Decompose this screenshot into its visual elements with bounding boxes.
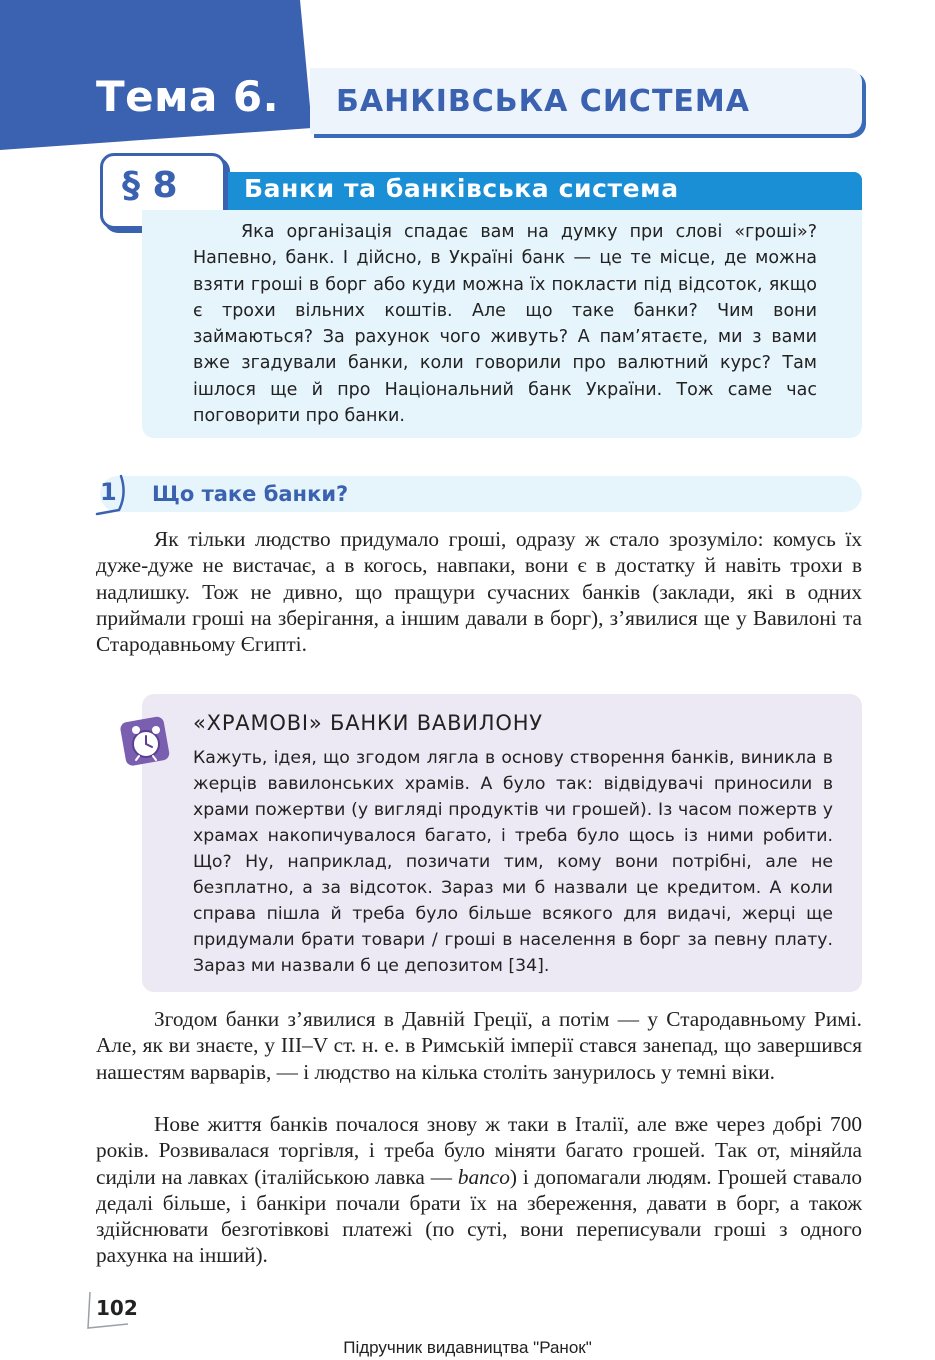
intro-text: Яка організація спадає вам на думку при слові «гроші»? Напевно, банк. І дійсно, в Україні банк — це те місце, де можна взяти гроші в борг або куди можна їх покласти під відсоток, якщо є трохи вільних коштів. Але що таке банки? Чим вони займаються? За рахунок чого живуть? А пам’ятаєте, ми з вами вже згадували банки, коли говорили про валютний курс? Там ішлося ще й про Національний банк України. Тож саме час поговорити про банки. [193,222,817,427]
subsection-number: 1 [100,478,117,506]
section-title: Банки та банківська система [244,174,679,203]
section-number: § 8 [122,165,178,206]
alarm-clock-icon [120,716,172,768]
italic-term: banco [457,1164,510,1189]
body-paragraph-3 [96,1111,862,1269]
body-paragraph-1: Як тільки людство придумало гроші, одразу ж стало зрозуміло: комусь їх дуже-дуже не вистачає, а в когось, навпаки, вони є в достатку й навіть трохи в надлишку. Тож не дивно, що пращури сучасних банків (заклади, які в одних приймали гроші на зберігання, а іншим давали в борг), з’явилися ще у Вавилоні та Стародавньому Єгипті. [96,527,862,657]
topic-title: БАНКІВСЬКА СИСТЕМА [336,84,750,119]
callout-title: «ХРАМОВІ» БАНКИ ВАВИЛОНУ [193,711,543,735]
callout-text: Кажуть, ідея, що згодом лягла в основу створення банків, виникла в жерців вавилонських храмів. А було так: відвідувачі приносили в храми пожертви (у вигляді продуктів чи грошей). Із часом пожертв у храмах накопичувалося багато, і треба було щось із ними робити. Що? Ну, наприклад, позичати тим, кому вони потрібні, але не безплатно, а за відсоток. Зараз ми б назвали це кредитом. А коли справа пішла й треба було більше всякого для видачі, жерці ще придумали брати товари / гроші в населення в борг за певну плату. Зараз ми назвали б це депозитом [34]. [193,748,833,976]
topic-label: Тема 6. [96,72,280,121]
page-number: 102 [96,1296,138,1320]
body-paragraph-3-end: ) і допомагали людям. Грошей ставало дедалі більше, і банкіри почали брати їх на збереження, давати в борг, а також здійснювати безготівкові платежі (по суті, вони переписували гроші з одного рахунка на інший). [96,1164,862,1268]
body-paragraph-3-start: Нове життя банків почалося знову ж таки в Італії, але вже через добрі 700 років. Розвивалася торгівля, і треба було міняти багато грошей. Так от, міняйла сиділи на лавках (італійською лавка — [96,1112,862,1189]
body-paragraph-2: Згодом банки з’явилися в Давній Греції, а потім — у Стародавньому Римі. Але, як ви знаєте, у III–V ст. н. е. в Римській імперії стався занепад, що завершився нашестям варварів, — і людство на кілька століть занурилось у темні віки. [96,1007,862,1084]
publisher-note: Підручник видавництва "Ранок" [343,1338,592,1357]
subsection-title: Що таке банки? [152,482,349,506]
